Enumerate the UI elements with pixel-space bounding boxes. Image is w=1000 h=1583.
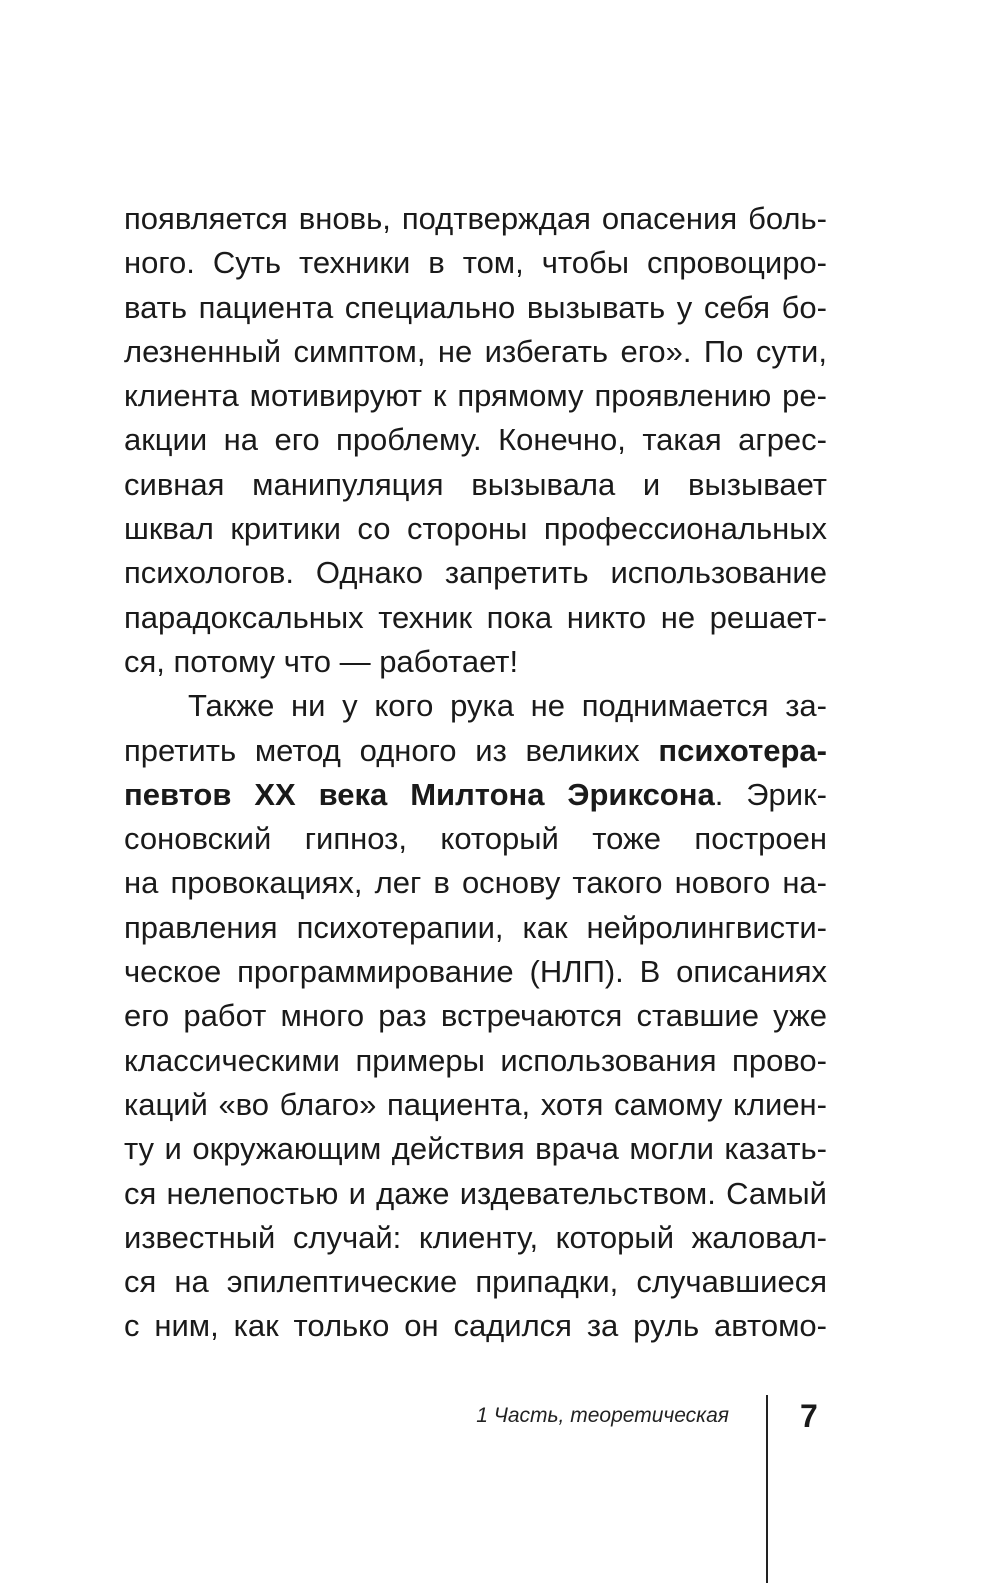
- paragraph-last-line: ся, потому что — работает!: [124, 643, 519, 679]
- text-line: появляется вновь, подтверждая опасения боль-: [124, 201, 827, 236]
- bold-emphasis: психотера-: [658, 732, 827, 768]
- text-line: с ним, как только он садился за руль автомо-: [124, 1308, 827, 1344]
- text-line: психологов. Однако запретить использование: [124, 555, 827, 591]
- text-line: каций «во благо» пациента, хотя самому клиен-: [124, 1086, 827, 1122]
- text-line: лезненный симптом, не избегать его». По сути,: [124, 333, 827, 369]
- text-line: [124, 773, 827, 817]
- running-head: 1 Часть, теоретическая: [476, 1404, 729, 1427]
- text-line: ческое программирование (НЛП). В описаниях: [124, 954, 827, 990]
- page-number: 7: [800, 1398, 818, 1434]
- text-line: на провокациях, лег в основу такого нового на-: [124, 865, 827, 901]
- text-line: клиента мотивируют к прямому проявлению ре-: [124, 378, 827, 414]
- text-line: его работ много раз встречаются ставшие уже: [124, 998, 827, 1034]
- text-segment: . Эрик-: [714, 776, 828, 812]
- text-line: ту и окружающим действия врача могли казать-: [124, 1131, 827, 1167]
- footer-divider: [766, 1395, 768, 1583]
- book-page-body: [124, 197, 827, 1349]
- text-line: ного. Суть техники в том, чтобы спровоциро-: [124, 245, 827, 281]
- paragraph-first-line: Также ни у кого рука не поднимается за-: [188, 688, 827, 724]
- text-line: шквал критики со стороны профессиональных: [124, 511, 827, 547]
- text-segment: претить метод одного из великих: [124, 732, 659, 768]
- text-line: соновский гипноз, который тоже построен: [124, 821, 827, 857]
- text-line: классическими примеры использования прово-: [124, 1042, 827, 1078]
- text-line: сивная манипуляция вызывала и вызывает: [124, 466, 827, 502]
- text-line: известный случай: клиенту, который жаловал-: [124, 1219, 827, 1255]
- text-line: ся нелепостью и даже издевательством. Самый: [124, 1175, 827, 1211]
- text-line: правления психотерапии, как нейролингвисти-: [124, 909, 827, 945]
- text-line: парадоксальных техник пока никто не решает-: [124, 599, 827, 635]
- text-line: акции на его проблему. Конечно, такая агрес-: [124, 422, 827, 458]
- bold-emphasis: певтов XX века Милтона Эриксона: [124, 776, 715, 812]
- text-line: [124, 729, 827, 773]
- text-line: ся на эпилептические припадки, случавшиеся: [124, 1264, 827, 1300]
- text-line: вать пациента специально вызывать у себя бо-: [124, 289, 827, 325]
